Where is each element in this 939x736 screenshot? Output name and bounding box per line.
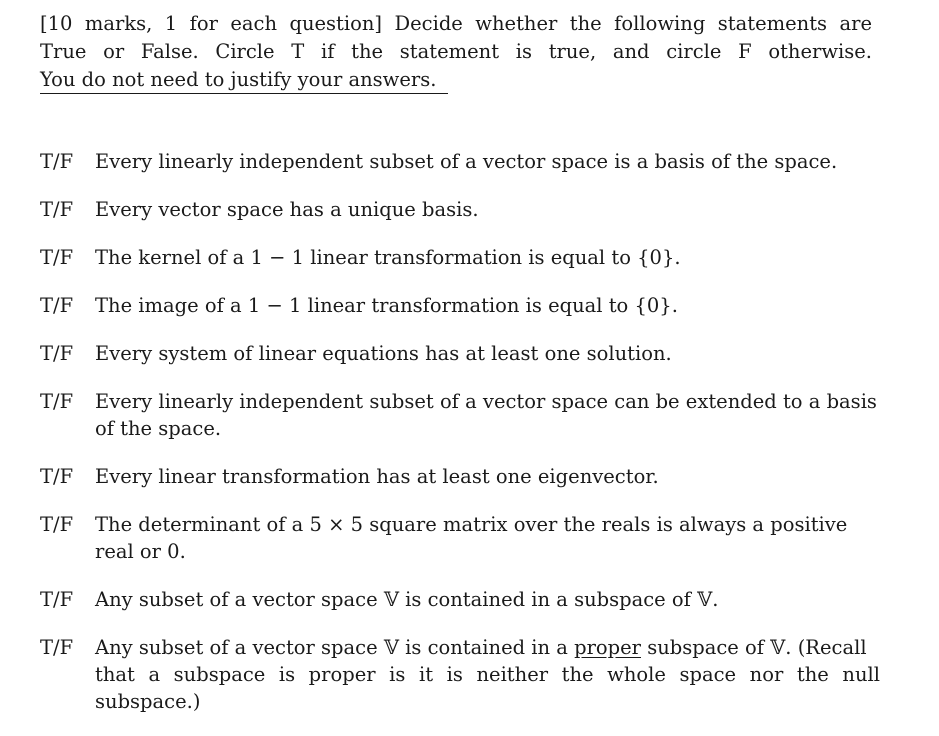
true-false-label: T/F xyxy=(40,150,74,173)
instructions-line-1: [10 marks, 1 for each question] Decide whether the following statements are xyxy=(40,12,872,35)
instructions xyxy=(40,10,872,94)
question-5 xyxy=(40,340,880,367)
question-list xyxy=(40,148,880,736)
true-false-label: T/F xyxy=(40,636,74,659)
question-text-line-2: real or 0. xyxy=(95,540,186,563)
question-2 xyxy=(40,196,880,223)
question-text-line-1 xyxy=(95,636,867,659)
true-false-label: T/F xyxy=(40,198,74,221)
question-text: Every system of linear equations has at least one solution. xyxy=(95,342,672,365)
question-text-pre: Any subset of a vector space 𝕍 is contained in a xyxy=(95,636,575,659)
true-false-label: T/F xyxy=(40,465,74,488)
question-3 xyxy=(40,244,880,271)
question-9 xyxy=(40,586,880,613)
true-false-label: T/F xyxy=(40,342,74,365)
question-text: Any subset of a vector space 𝕍 is contained in a subspace of 𝕍. xyxy=(95,588,719,611)
question-text: Every linearly independent subset of a vector space is a basis of the space. xyxy=(95,150,838,173)
question-1 xyxy=(40,148,880,175)
question-text: The kernel of a 1 − 1 linear transformation is equal to {0}. xyxy=(95,246,681,269)
question-text: Every linear transformation has at least one eigenvector. xyxy=(95,465,659,488)
instructions-line-3: You do not need to justify your answers. xyxy=(40,68,437,91)
question-7 xyxy=(40,463,880,490)
question-4 xyxy=(40,292,880,319)
question-text: The image of a 1 − 1 linear transformation is equal to {0}. xyxy=(95,294,678,317)
true-false-label: T/F xyxy=(40,246,74,269)
true-false-label: T/F xyxy=(40,390,74,413)
true-false-label: T/F xyxy=(40,588,74,611)
question-10 xyxy=(40,634,880,715)
true-false-label: T/F xyxy=(40,513,74,536)
question-text-line-2: of the space. xyxy=(95,417,222,440)
question-8 xyxy=(40,511,880,565)
emphasized-word-proper: proper xyxy=(574,636,641,659)
true-false-label: T/F xyxy=(40,294,74,317)
question-text xyxy=(95,388,880,442)
question-text: Every vector space has a unique basis. xyxy=(95,198,479,221)
instructions-line-2: True or False. Circle T if the statement is true, and circle F otherwise. xyxy=(40,40,872,63)
instructions-underline xyxy=(40,93,448,94)
question-text-post: subspace of 𝕍. (Recall xyxy=(641,636,867,659)
question-6 xyxy=(40,388,880,442)
question-text-line-1: The determinant of a 5 × 5 square matrix over the reals is always a positive xyxy=(95,513,848,536)
question-text-line-1: Every linearly independent subset of a vector space can be extended to a basis xyxy=(95,390,877,413)
question-text xyxy=(95,634,880,715)
question-text-line-2: that a subspace is proper is it is neither the whole space nor the null subspace.) xyxy=(95,663,880,713)
question-text xyxy=(95,511,880,565)
